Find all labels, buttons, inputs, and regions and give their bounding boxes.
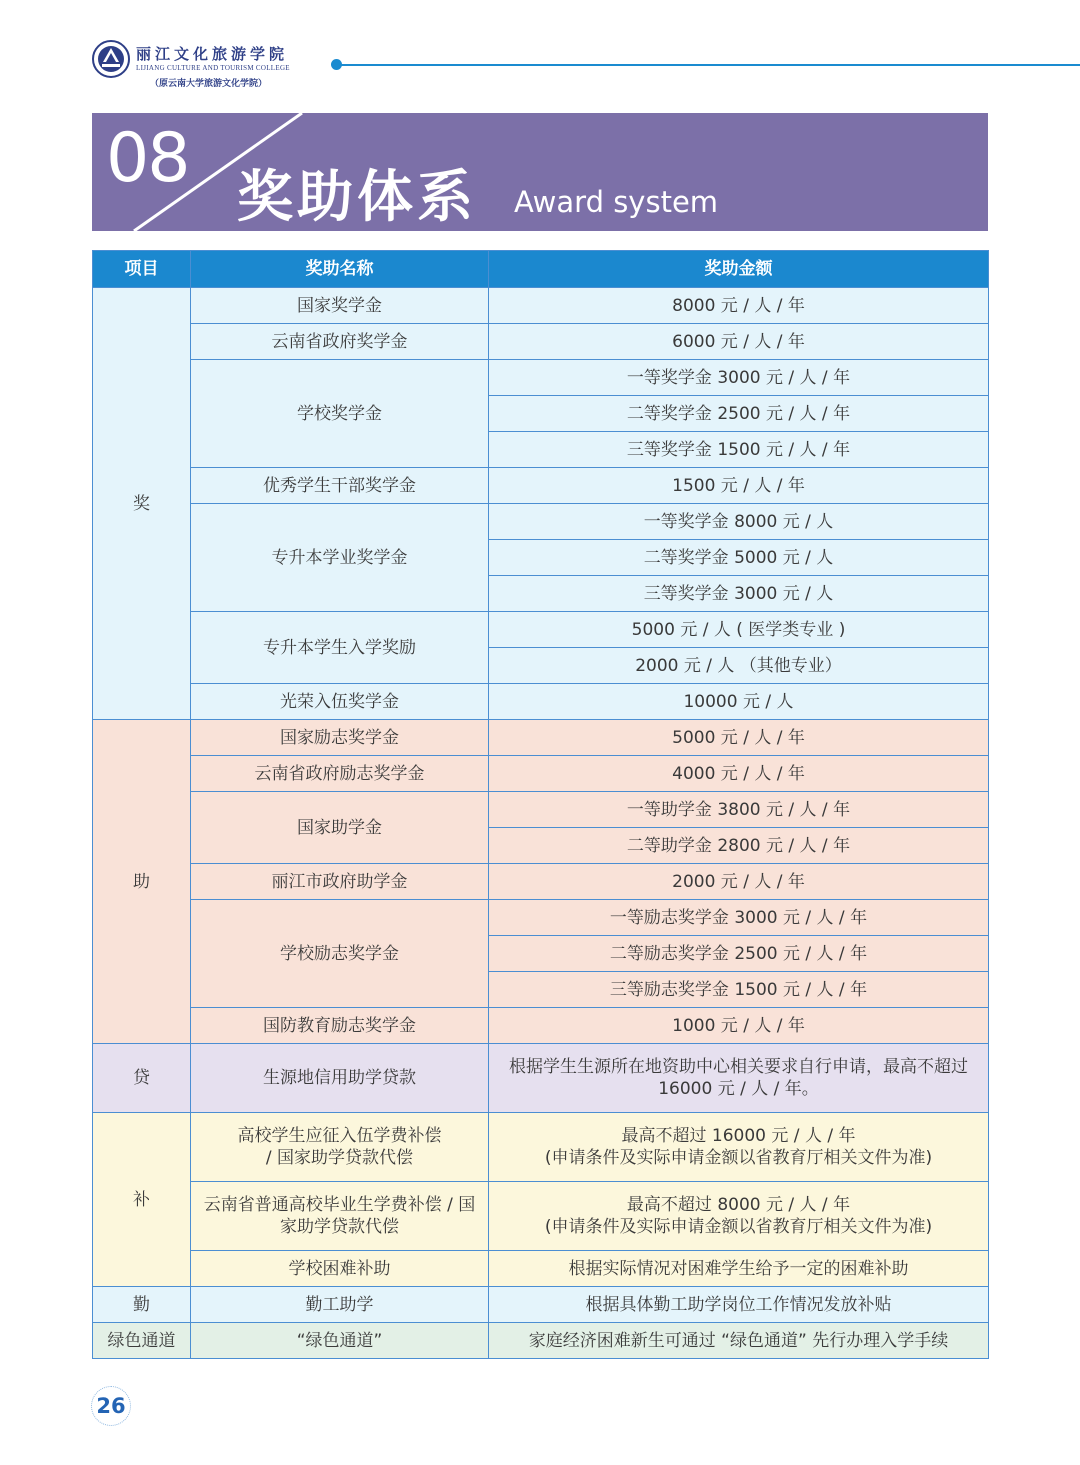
school-name: 丽江文化旅游学院: [136, 45, 289, 63]
section-number: 08: [106, 119, 189, 198]
table-row: [93, 612, 989, 648]
award-amount: [489, 1113, 989, 1182]
table-row: [93, 756, 989, 792]
award-name: 专升本学生入学奖励: [191, 612, 489, 684]
section-title-cn: 奖助体系: [237, 164, 477, 230]
name-line: 家助学贷款代偿: [280, 1217, 399, 1237]
award-name: [191, 1113, 489, 1182]
award-amount: [489, 1044, 989, 1113]
award-amount: 家庭经济困难新生可通过 “绿色通道” 先行办理入学手续: [489, 1323, 989, 1359]
award-name: 丽江市政府助学金: [191, 864, 489, 900]
award-table: [92, 250, 989, 1359]
amount-line: (申请条件及实际申请金额以省教育厅相关文件为准): [544, 1217, 933, 1237]
table-row: [93, 324, 989, 360]
award-amount: 二等奖学金 5000 元 / 人: [489, 540, 989, 576]
category-cell: 补: [93, 1113, 191, 1287]
award-name: 云南省政府励志奖学金: [191, 756, 489, 792]
school-former-name: （原云南大学旅游文化学院）: [150, 79, 268, 89]
school-emblem-icon: [92, 40, 130, 78]
award-amount: 一等助学金 3800 元 / 人 / 年: [489, 792, 989, 828]
award-name: 国家助学金: [191, 792, 489, 864]
amount-line: 16000 元 / 人 / 年。: [658, 1079, 819, 1099]
page-number: 26: [91, 1386, 131, 1426]
table-row: [93, 864, 989, 900]
amount-line: 最高不超过 16000 元 / 人 / 年: [621, 1126, 856, 1146]
award-amount: 一等奖学金 3000 元 / 人 / 年: [489, 360, 989, 396]
award-amount: 1000 元 / 人 / 年: [489, 1008, 989, 1044]
award-amount: 1500 元 / 人 / 年: [489, 468, 989, 504]
amount-line: (申请条件及实际申请金额以省教育厅相关文件为准): [544, 1148, 933, 1168]
award-amount: 5000 元 / 人 ( 医学类专业 ): [489, 612, 989, 648]
award-name: 学校励志奖学金: [191, 900, 489, 1008]
category-cell: 绿色通道: [93, 1323, 191, 1359]
award-amount: 8000 元 / 人 / 年: [489, 288, 989, 324]
amount-line: 根据学生生源所在地资助中心相关要求自行申请，最高不超过: [509, 1057, 968, 1077]
table-row: [93, 1287, 989, 1323]
award-name: 国家奖学金: [191, 288, 489, 324]
award-name: [191, 1182, 489, 1251]
table-row: [93, 1182, 989, 1251]
table-header-row: [93, 251, 989, 288]
award-amount: 5000 元 / 人 / 年: [489, 720, 989, 756]
award-amount: 10000 元 / 人: [489, 684, 989, 720]
table-row: [93, 1323, 989, 1359]
award-name: 学校困难补助: [191, 1251, 489, 1287]
section-banner: [92, 113, 988, 231]
award-amount: 三等励志奖学金 1500 元 / 人 / 年: [489, 972, 989, 1008]
award-amount: 2000 元 / 人 （其他专业）: [489, 648, 989, 684]
table-row: [93, 900, 989, 936]
table-row: [93, 684, 989, 720]
header-line: [336, 64, 1080, 66]
award-amount: [489, 1182, 989, 1251]
award-amount: 三等奖学金 1500 元 / 人 / 年: [489, 432, 989, 468]
award-name: 学校奖学金: [191, 360, 489, 468]
amount-line: 最高不超过 8000 元 / 人 / 年: [626, 1195, 851, 1215]
table-row: [93, 720, 989, 756]
award-name: 国防教育励志奖学金: [191, 1008, 489, 1044]
category-cell: 贷: [93, 1044, 191, 1113]
table-row: [93, 504, 989, 540]
award-name: 生源地信用助学贷款: [191, 1044, 489, 1113]
category-cell: 勤: [93, 1287, 191, 1323]
award-name: 国家励志奖学金: [191, 720, 489, 756]
table-row: [93, 1008, 989, 1044]
col-header-amount: 奖助金额: [489, 251, 989, 288]
award-name: 云南省政府奖学金: [191, 324, 489, 360]
award-amount: 二等奖学金 2500 元 / 人 / 年: [489, 396, 989, 432]
table-row: [93, 1113, 989, 1182]
award-name: 勤工助学: [191, 1287, 489, 1323]
section-title-en: Award system: [514, 185, 719, 219]
name-line: 高校学生应征入伍学费补偿: [237, 1126, 442, 1146]
award-name: 光荣入伍奖学金: [191, 684, 489, 720]
award-name: “绿色通道”: [191, 1323, 489, 1359]
award-amount: 一等励志奖学金 3000 元 / 人 / 年: [489, 900, 989, 936]
col-header-name: 奖助名称: [191, 251, 489, 288]
award-amount: 2000 元 / 人 / 年: [489, 864, 989, 900]
table-row: [93, 288, 989, 324]
category-cell: 助: [93, 720, 191, 1044]
award-amount: 二等励志奖学金 2500 元 / 人 / 年: [489, 936, 989, 972]
award-amount: 二等助学金 2800 元 / 人 / 年: [489, 828, 989, 864]
table-row: [93, 1251, 989, 1287]
award-amount: 根据具体勤工助学岗位工作情况发放补贴: [489, 1287, 989, 1323]
name-line: 云南省普通高校毕业生学费补偿 / 国: [203, 1195, 476, 1215]
category-cell: 奖: [93, 288, 191, 720]
award-amount: 根据实际情况对困难学生给予一定的困难补助: [489, 1251, 989, 1287]
award-name: 优秀学生干部奖学金: [191, 468, 489, 504]
award-amount: 一等奖学金 8000 元 / 人: [489, 504, 989, 540]
table-row: [93, 792, 989, 828]
name-line: / 国家助学贷款代偿: [265, 1148, 414, 1168]
table-row: [93, 360, 989, 396]
table-row: [93, 1044, 989, 1113]
award-amount: 4000 元 / 人 / 年: [489, 756, 989, 792]
col-header-category: 项目: [93, 251, 191, 288]
table-row: [93, 468, 989, 504]
award-amount: 三等奖学金 3000 元 / 人: [489, 576, 989, 612]
award-name: 专升本学业奖学金: [191, 504, 489, 612]
school-logo: [92, 40, 332, 96]
school-name-en: LIJIANG CULTURE AND TOURISM COLLEGE: [136, 64, 290, 72]
award-amount: 6000 元 / 人 / 年: [489, 324, 989, 360]
